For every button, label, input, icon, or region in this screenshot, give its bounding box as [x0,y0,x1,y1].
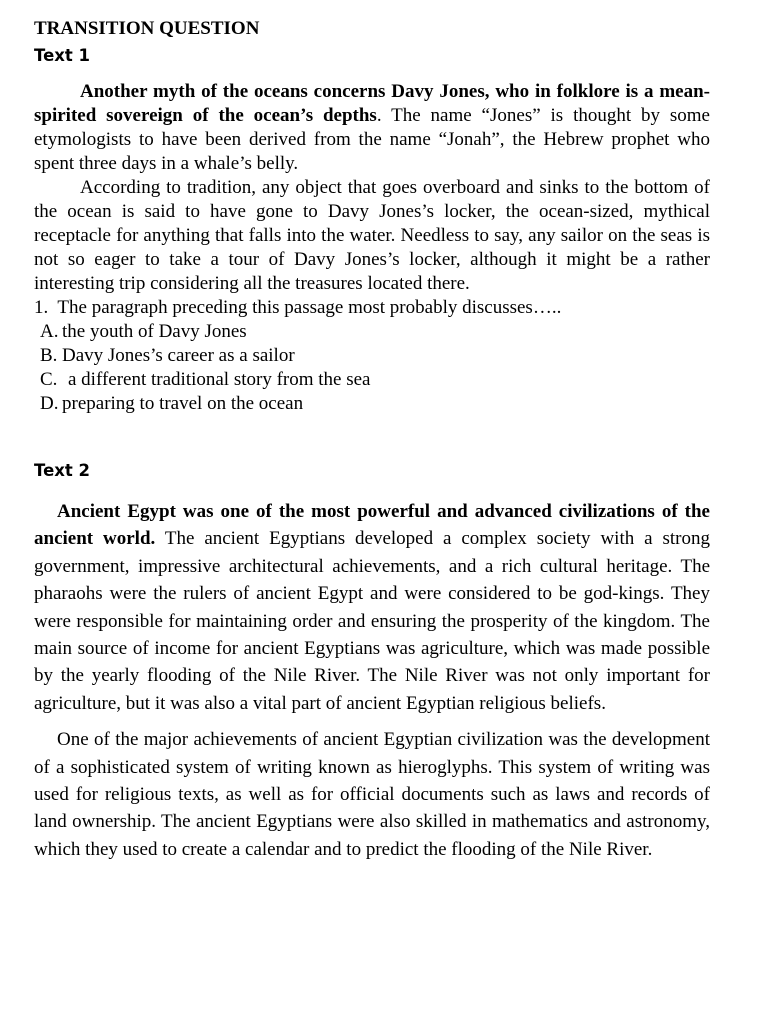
option-text: preparing to travel on the ocean [62,393,304,414]
section-spacer [34,416,710,459]
page-title: TRANSITION QUESTION [34,18,260,39]
text2-heading: Text 2 [34,461,91,480]
option-text: Davy Jones’s career as a sailor [62,345,295,366]
question-number: 1. [34,297,49,318]
text1-paragraph-1-bold: Another myth of the oceans concerns Davy Jones, who in folklore is a mean-spirited sovereign of the ocean’s depths [34,81,710,126]
option-text: the youth of Davy Jones [62,321,247,342]
text2-paragraph-1-bold: Ancient Egypt was one of the most powerful and advanced civilizations of the ancient world. [34,501,710,550]
option-letter: B. [40,345,58,366]
option-d[interactable] [40,392,710,416]
option-b[interactable] [40,344,710,368]
text2-section [34,459,710,863]
answer-options [34,320,710,416]
option-c[interactable] [40,368,710,392]
document-page [34,16,710,863]
option-text: a different traditional story from the sea [68,369,371,390]
option-letter: C. [40,369,58,390]
text1-paragraph-1 [34,80,710,176]
text1-heading: Text 1 [34,46,91,65]
text2-paragraph-2: One of the major achievements of ancient Egyptian civilization was the development of a sophisticated system of writing known as hieroglyphs. This system of writing was used for religious texts, as well as for official documents such as laws and records of land ownership. The ancient Egyptians were also skilled in mathematics and astronomy, which they used to create a calendar and to predict the flooding of the Nile River. [34,729,710,860]
option-a[interactable] [40,320,710,344]
option-letter: A. [40,321,59,342]
question-text: The paragraph preceding this passage most probably discusses….. [57,297,562,318]
text2-paragraph-1 [34,498,710,717]
text2-paragraph-1-rest: The ancient Egyptians developed a complex society with a strong government, impressive architectural achievements, and a rich cultural heritage. The pharaohs were the rulers of ancient Egypt and were considered to be god-kings. They were responsible for maintaining order and ensuring the prosperity of the kingdom. The main source of income for ancient Egyptians was agriculture, which was made possible by the yearly flooding of the Nile River. The Nile River was not only important for agriculture, but it was also a vital part of ancient Egyptian religious beliefs. [34,528,710,714]
question-1 [34,296,710,320]
text1-paragraph-1-rest: . The name “Jones” is thought by some etymologists to have been derived from the name “Jonah”, the Hebrew prophet who spent three days in a whale’s belly. [34,105,710,174]
option-letter: D. [40,393,59,414]
text1-paragraph-2: According to tradition, any object that goes overboard and sinks to the bottom of the ocean is said to have gone to Davy Jones’s locker, the ocean-sized, mythical receptacle for anything that falls into the water. Needless to say, any sailor on the seas is not so eager to take a tour of Davy Jones’s locker, although it might be a rather interesting trip considering all the treasures located there. [34,177,710,294]
text1-section [34,44,710,416]
